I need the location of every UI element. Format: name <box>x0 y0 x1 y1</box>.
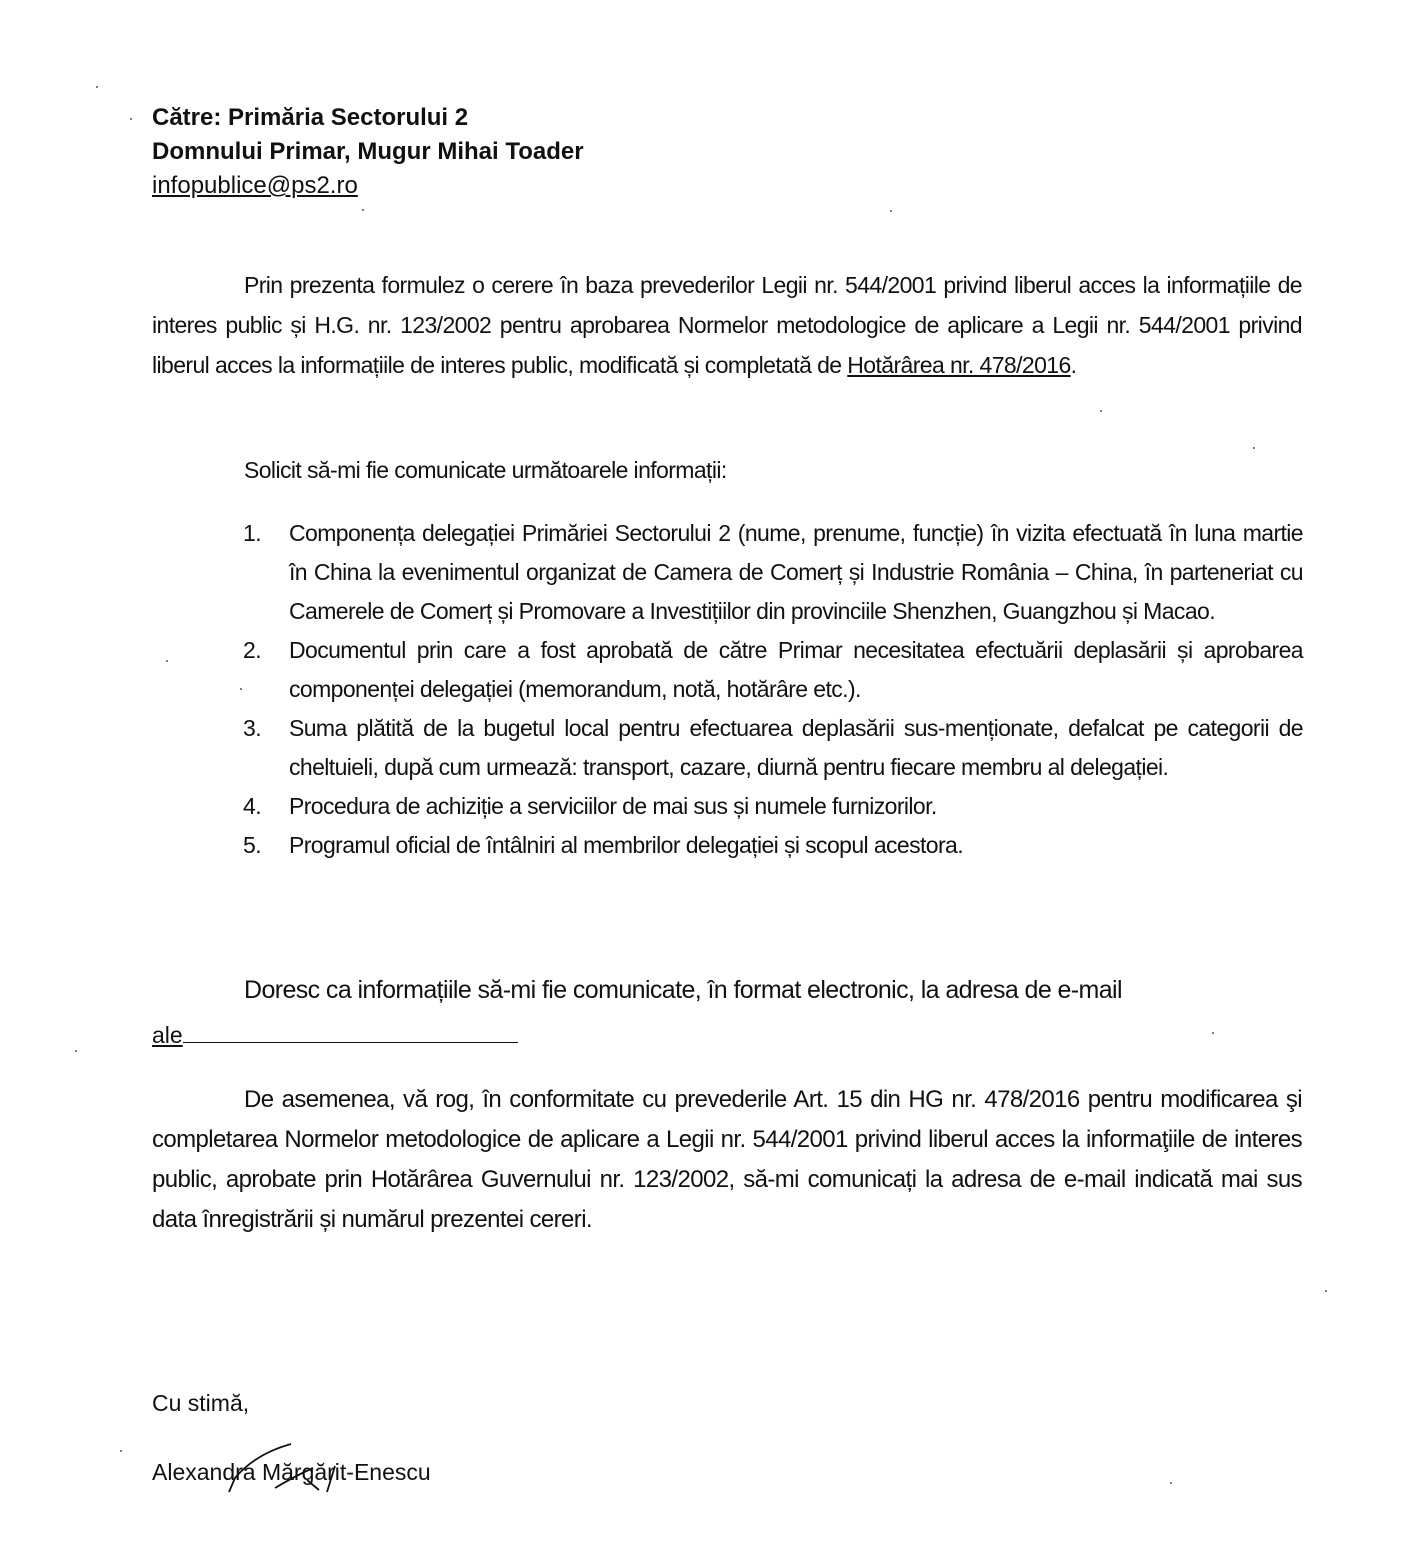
scan-speck <box>362 209 364 211</box>
scan-speck <box>890 210 892 212</box>
list-item <box>243 631 1303 709</box>
scan-speck <box>240 688 242 690</box>
scan-speck <box>1212 1032 1214 1034</box>
intro-end: . <box>1070 352 1077 378</box>
scan-speck <box>120 1450 122 1452</box>
recipient-block <box>152 101 584 203</box>
list-number: 4. <box>243 793 261 819</box>
list-text: Procedura de achiziție a serviciilor de mai sus și numele furnizorilor. <box>289 793 937 819</box>
list-number: 3. <box>243 715 261 741</box>
list-item <box>243 826 1303 865</box>
scan-speck <box>1253 447 1255 449</box>
scan-speck <box>166 660 168 662</box>
closing: Cu stimă, <box>152 1390 250 1416</box>
registration-paragraph: De asemenea, vă rog, în conformitate cu prevederile Art. 15 din HG nr. 478/2016 pentru modificarea şi completarea Normelor metodologice de aplicare a Legii nr. 544/2001 privind liberul acces la informaţiile de interes public, aprobate prin Hotărârea Guvernului nr. 123/2002, să-mi comunicați la adresa de e-mail indicată mai sus data înregistrării și numărul prezentei cereri. <box>152 1086 1302 1233</box>
handwritten-signature-icon <box>215 1440 355 1500</box>
recipient-line-1: Către: Primăria Sectorului 2 <box>152 104 469 131</box>
list-item <box>243 514 1303 631</box>
scan-speck <box>1170 1482 1172 1484</box>
list-number: 1. <box>243 520 261 546</box>
scan-speck <box>1100 410 1102 412</box>
delivery-paragraph: Doresc ca informațiile să-mi fie comunicate, în format electronic, la adresa de e-mail <box>244 976 1122 1004</box>
list-item <box>243 709 1303 787</box>
recipient-line-2: Domnului Primar, Mugur Mihai Toader <box>152 138 584 165</box>
recipient-email-link[interactable]: infopublice@ps2.ro <box>152 172 358 199</box>
intro-text: Prin prezenta formulez o cerere în baza prevederilor Legii nr. 544/2001 privind liberul acces la informațiile de interes public și H.G. nr. 123/2002 pentru aprobarea Normelor metodologice de aplicare a Legii nr. 544/2001 privind liberul acces la informațiile de interes public, modificată și completată de <box>152 272 1302 378</box>
list-item <box>243 787 1303 826</box>
list-text: Programul oficial de întâlniri al membrilor delegației și scopul acestora. <box>289 832 964 858</box>
scan-speck <box>75 1050 77 1052</box>
scan-speck <box>130 118 132 120</box>
list-text: Suma plătită de la bugetul local pentru efectuarea deplasării sus-menționate, defalcat pe categorii de cheltuieli, după cum urmează: transport, cazare, diurnă pentru fiecare membru al delegației. <box>289 715 1303 780</box>
list-text: Documentul prin care a fost aprobată de către Primar necesitatea efectuării deplasării și aprobarea componenței delegației (memorandum, notă, hotărâre etc.). <box>289 637 1303 702</box>
request-intro: Solicit să-mi fie comunicate următoarele informații: <box>244 457 727 483</box>
scan-speck <box>1325 1290 1327 1292</box>
email-blank-field[interactable] <box>183 1020 518 1043</box>
hotararea-link[interactable]: Hotărârea nr. 478/2016 <box>847 352 1071 378</box>
email-field-line <box>152 1020 518 1050</box>
list-text: Componența delegației Primăriei Sectorului 2 (nume, prenume, funcție) în vizita efectuată în luna martie în China la evenimentul organizat de Camera de Comerț și Industrie România – China, în parteneriat cu Camerele de Comerț și Promovare a Investițiilor din provinciile Shenzhen, Guangzhou și Macao. <box>289 520 1303 624</box>
request-list <box>243 514 1303 865</box>
email-prefix: ale <box>152 1022 183 1048</box>
scan-speck <box>96 86 98 88</box>
list-number: 5. <box>243 832 261 858</box>
list-number: 2. <box>243 637 261 663</box>
intro-paragraph <box>152 265 1302 385</box>
signature-name: Alexandra Mărgărit-Enescu <box>152 1459 431 1485</box>
